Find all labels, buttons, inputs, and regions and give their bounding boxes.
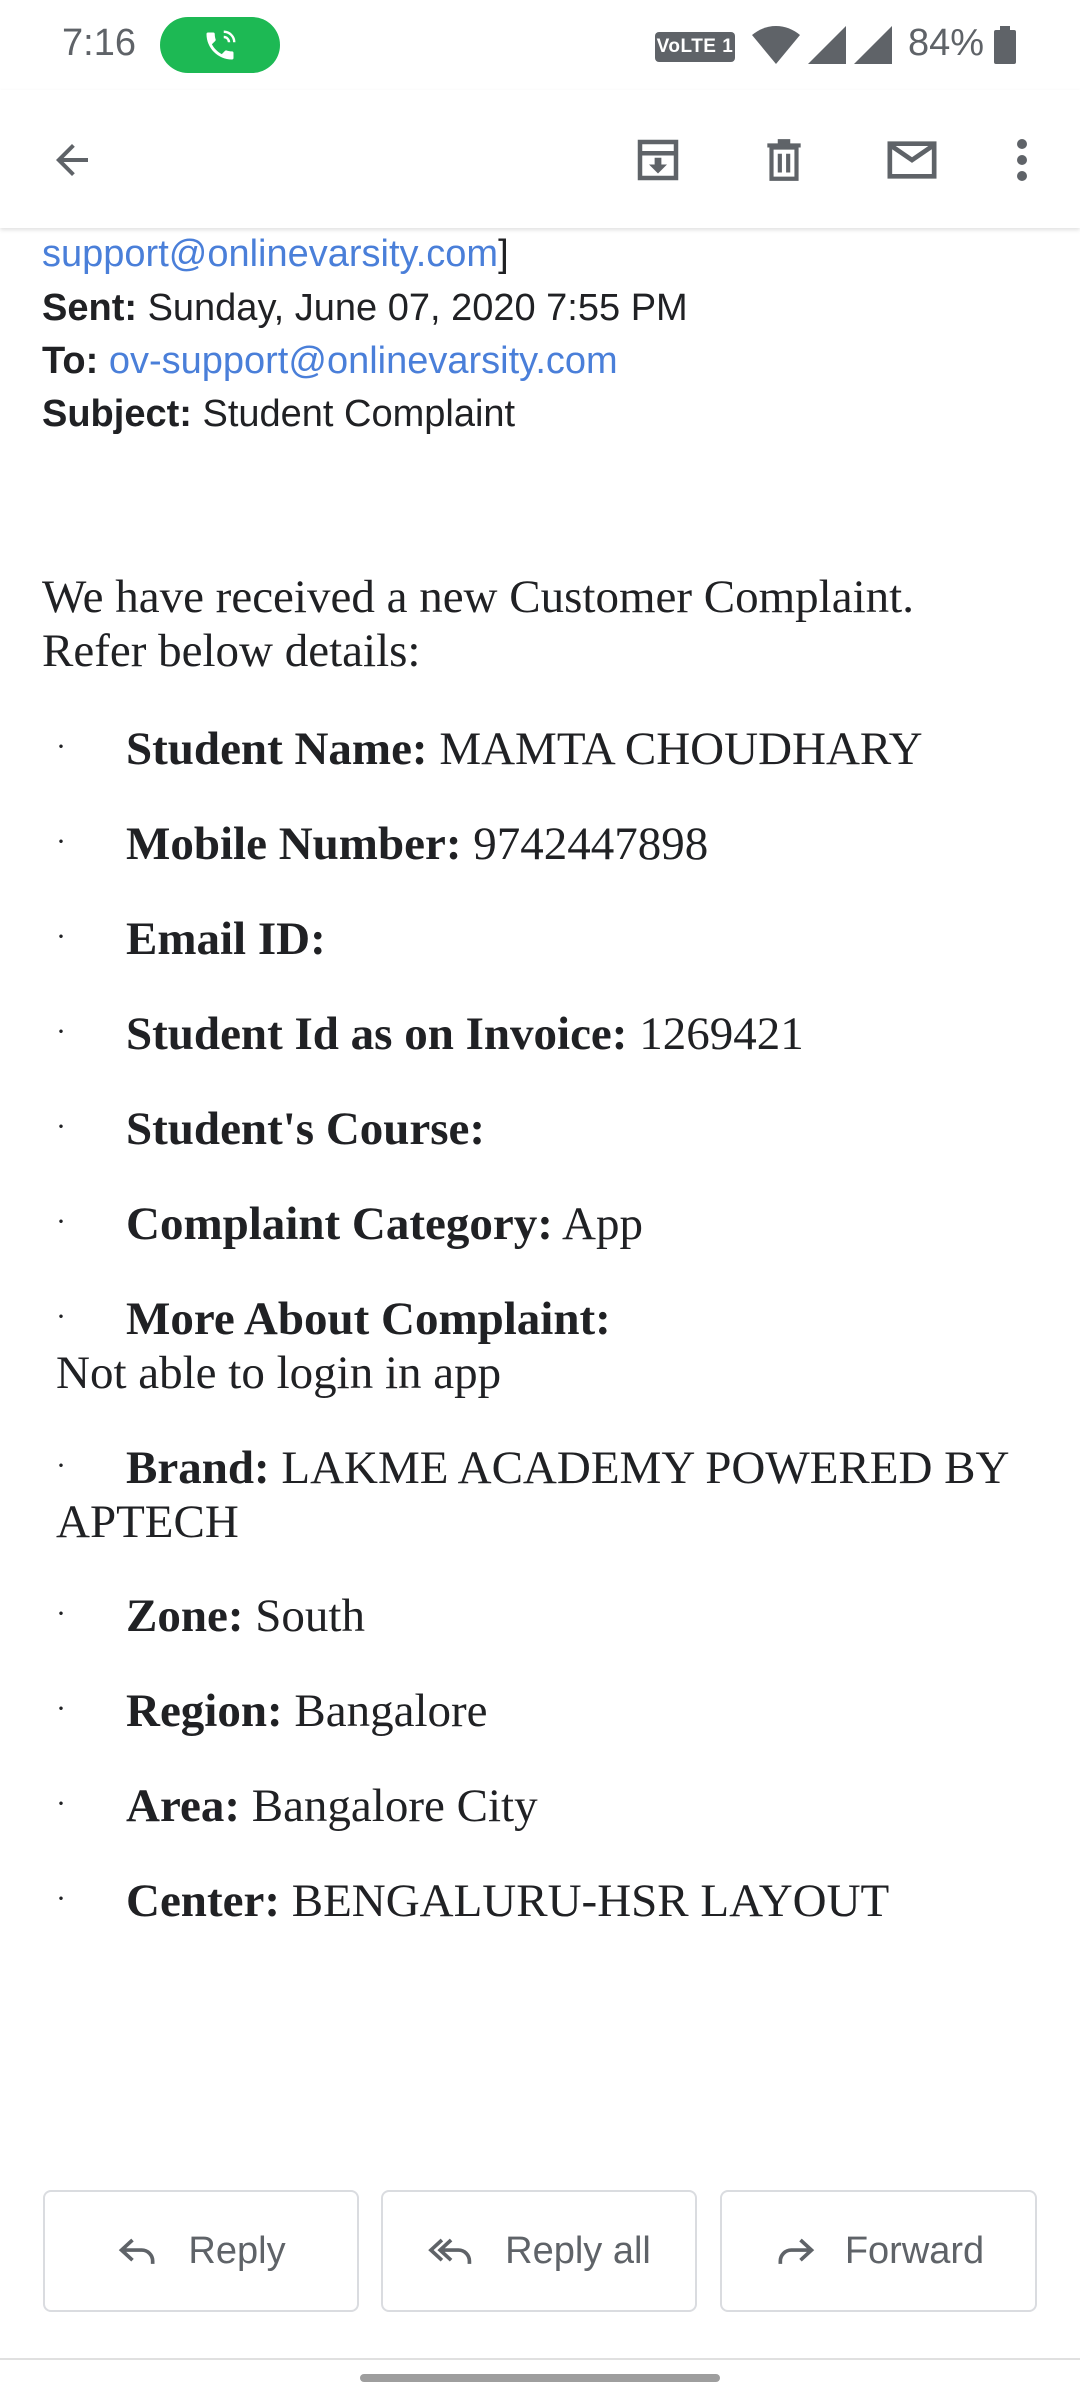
sent-line: [42, 282, 688, 334]
reply-button[interactable]: [43, 2190, 359, 2312]
bullet: ·: [56, 1300, 66, 1333]
intro-line-1: We have received a new Customer Complaint.: [42, 571, 914, 623]
item-label: Student Id as on Invoice:: [126, 1008, 628, 1060]
list-item: [56, 1441, 1016, 1549]
to-label: To:: [42, 340, 99, 382]
reply-all-icon: [427, 2229, 477, 2273]
reply-all-label: Reply all: [505, 2229, 651, 2272]
item-label: Student Name:: [126, 723, 428, 775]
toolbar: [0, 90, 1080, 228]
mail-icon: [884, 132, 940, 188]
archive-icon: [631, 133, 685, 187]
item-value: MAMTA CHOUDHARY: [439, 723, 923, 775]
item-label: Area:: [126, 1780, 240, 1832]
cell-signal-icon: [854, 26, 892, 64]
forward-button[interactable]: [720, 2190, 1037, 2312]
item-value: South: [255, 1590, 365, 1642]
list-item: [56, 1102, 1016, 1156]
volte-badge: VoLTE 1: [655, 32, 735, 62]
battery-icon: [994, 26, 1016, 64]
intro-line-2: Refer below details:: [42, 625, 421, 677]
reply-all-button[interactable]: [381, 2190, 697, 2312]
list-item: [56, 912, 1016, 966]
sent-label: Sent:: [42, 287, 137, 329]
subject-label: Subject:: [42, 393, 192, 435]
list-item: [56, 1007, 1016, 1061]
to-email-link[interactable]: ov-support@onlinevarsity.com: [108, 340, 618, 382]
cell-signal-icon: [808, 26, 846, 64]
subject-value: Student Complaint: [202, 393, 516, 435]
more-options-button[interactable]: [982, 120, 1062, 200]
status-bar: [0, 0, 1080, 90]
item-value: 1269421: [639, 1008, 804, 1060]
list-item: [56, 1197, 1016, 1251]
bullet: ·: [56, 825, 66, 858]
list-item: [56, 1684, 1016, 1738]
back-button[interactable]: [32, 120, 112, 200]
bullet: ·: [56, 1015, 66, 1048]
subject-line: [42, 388, 515, 440]
item-value[interactable]: 9742447898: [473, 818, 709, 870]
item-label: Complaint Category:: [126, 1198, 553, 1250]
item-value: BENGALURU-HSR LAYOUT: [291, 1875, 890, 1927]
reply-icon: [116, 2229, 160, 2273]
delete-button[interactable]: [744, 120, 824, 200]
more-vert-icon: [1002, 136, 1042, 184]
wifi-icon: [752, 26, 800, 64]
phone-call-icon: [202, 28, 238, 64]
status-time: 7:16: [62, 22, 136, 64]
bullet: ·: [56, 1692, 66, 1725]
battery-percent: 84%: [908, 22, 985, 64]
archive-button[interactable]: [618, 120, 698, 200]
item-label: Email ID:: [126, 913, 326, 965]
from-email-link[interactable]: support@onlinevarsity.com: [42, 233, 499, 275]
item-label: Mobile Number:: [126, 818, 462, 870]
item-label: Brand:: [126, 1442, 270, 1494]
bullet: ·: [56, 1449, 66, 1482]
sent-value: Sunday, June 07, 2020 7:55 PM: [147, 287, 688, 329]
list-item: [56, 722, 1016, 776]
bullet: ·: [56, 1205, 66, 1238]
item-label: Student's Course:: [126, 1103, 486, 1155]
item-value-continued: APTECH: [56, 1496, 239, 1548]
intro-text: [42, 570, 1042, 678]
bullet: ·: [56, 1882, 66, 1915]
list-item: [56, 1589, 1016, 1643]
mark-unread-button[interactable]: [872, 120, 952, 200]
list-item: [56, 817, 1016, 871]
forward-icon: [773, 2229, 817, 2273]
ongoing-call-pill[interactable]: [160, 17, 280, 73]
bullet: ·: [56, 1110, 66, 1143]
list-item: [56, 1874, 1016, 1928]
delete-icon: [759, 135, 809, 185]
list-item: [56, 1779, 1016, 1833]
item-value: Bangalore: [294, 1685, 488, 1737]
bullet: ·: [56, 920, 66, 953]
bullet: ·: [56, 1787, 66, 1820]
item-value: App: [562, 1198, 643, 1250]
forward-label: Forward: [844, 2229, 985, 2272]
to-line: [42, 335, 618, 387]
bullet: ·: [56, 1597, 66, 1630]
home-gesture-bar[interactable]: [360, 2374, 720, 2382]
divider: [0, 2358, 1080, 2360]
item-value: Bangalore City: [251, 1780, 538, 1832]
from-line: [42, 228, 509, 280]
list-item: [56, 1292, 1016, 1400]
reply-label: Reply: [188, 2229, 286, 2272]
item-label: Center:: [126, 1875, 280, 1927]
item-value: LAKME ACADEMY POWERED BY: [281, 1442, 1010, 1494]
item-label: More About Complaint:: [126, 1293, 611, 1345]
item-label: Zone:: [126, 1590, 244, 1642]
arrow-back-icon: [48, 136, 96, 184]
item-label: Region:: [126, 1685, 283, 1737]
bullet: ·: [56, 730, 66, 763]
from-bracket: ]: [498, 233, 509, 275]
item-value: Not able to login in app: [56, 1347, 502, 1399]
